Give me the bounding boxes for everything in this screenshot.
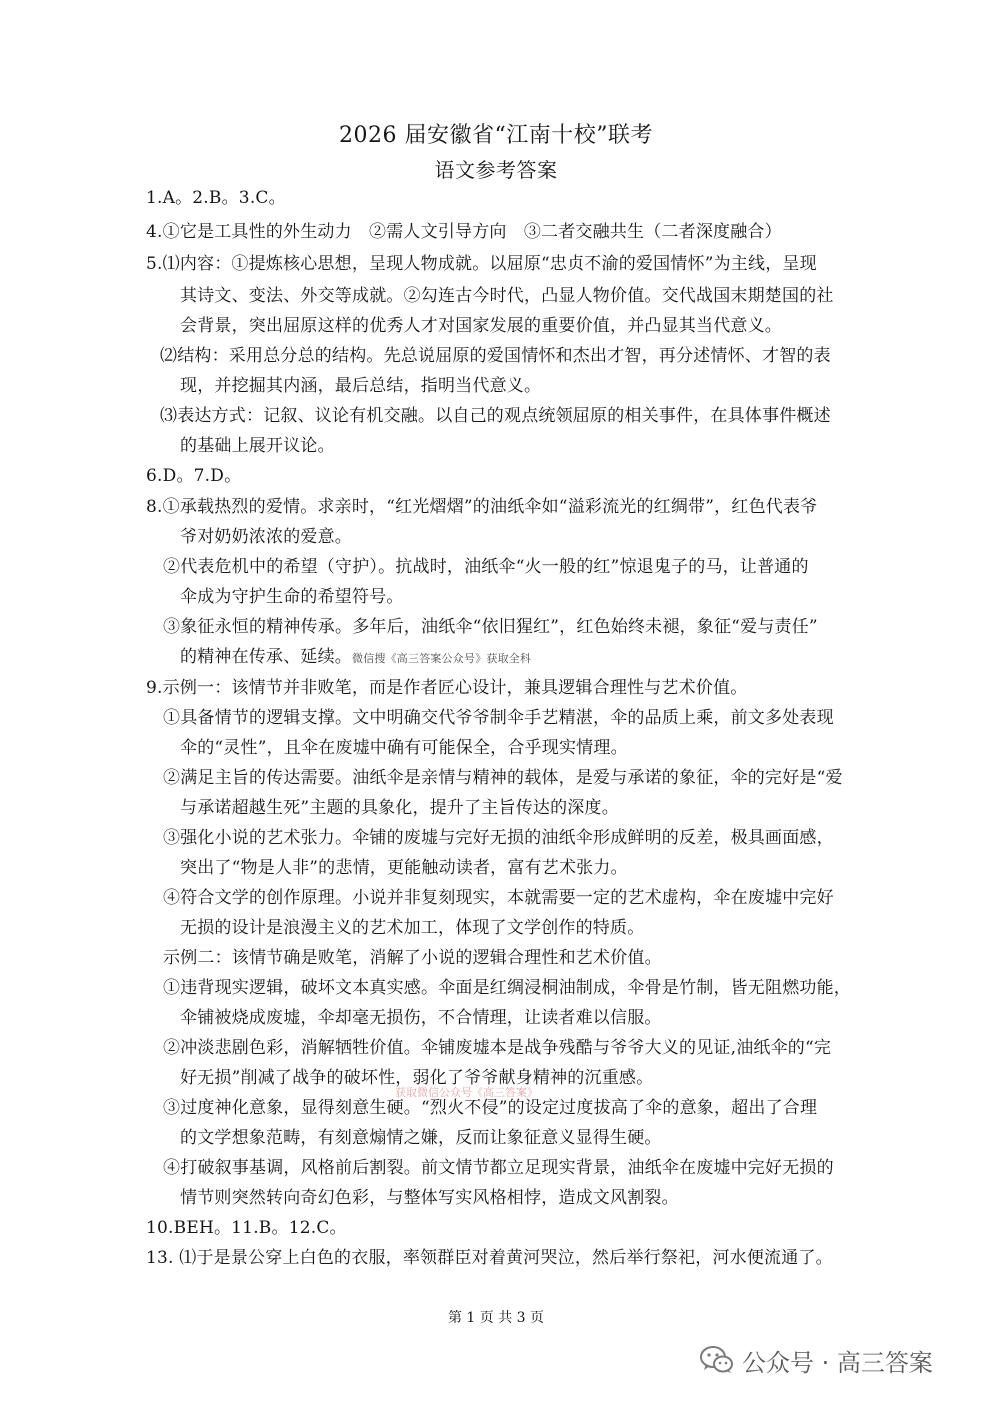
wechat-icon — [700, 1345, 734, 1375]
answer-line: 的文学想象范畴，有刻意煽情之嫌，反而让象征意义显得生硬。 — [180, 1128, 662, 1148]
answer-line: 5.⑴内容：①提炼核心思想，呈现人物成就。以屈原“忠贞不渝的爱国情怀”为主线，呈现 — [146, 254, 817, 274]
answer-line: 伞铺被烧成废墟，伞却毫无损伤，不合情理，让读者难以信服。 — [180, 1008, 662, 1028]
answer-line: 无损的设计是浪漫主义的艺术加工，体现了文学创作的特质。 — [180, 918, 645, 938]
answer-line: 其诗文、变法、外交等成就。②勾连古今时代，凸显人物价值。交代战国末期楚国的社 — [180, 286, 834, 306]
answer-line: 13. ⑴于是景公穿上白色的衣服，率领群臣对着黄河哭泣，然后举行祭祀，河水便流通了。 — [146, 1248, 833, 1268]
answer-line: ②满足主旨的传达需要。油纸伞是亲情与精神的载体，是爱与承诺的象征，伞的完好是“爱 — [163, 768, 843, 788]
answer-line: 伞的“灵性”，且伞在废墟中确有可能保全，合乎现实情理。 — [180, 738, 628, 758]
answer-line: ②代表危机中的希望（守护）。抗战时，油纸伞“火一般的红”惊退鬼子的马，让普通的 — [163, 557, 809, 577]
answer-line: ④符合文学的创作原理。小说并非复刻现实，本就需要一定的艺术虚构，伞在废墟中完好 — [163, 888, 834, 908]
faint-red-watermark: 获取微信公众号《高三答案》 — [395, 1086, 538, 1099]
answer-line: 突出了“物是人非”的悲情，更能触动读者，富有艺术张力。 — [180, 858, 628, 878]
answer-line-text: 的精神在传承、延续。 — [180, 647, 352, 667]
answer-line — [180, 642, 531, 667]
answer-line: ⑵结构：采用总分总的结构。先总说屈原的爱国情怀和杰出才智，再分述情怀、才智的表 — [160, 346, 831, 366]
inline-watermark: 微信搜《高三答案公众号》获取全科 — [352, 652, 532, 665]
answer-line: 现，并挖掘其内涵，最后总结，指明当代意义。 — [180, 376, 542, 396]
answer-line: ⑶表达方式：记叙、议论有机交融。以自己的观点统领屈原的相关事件，在具体事件概述 — [160, 406, 831, 426]
answer-line: 10.BEH。11.B。12.C。 — [146, 1218, 347, 1238]
answer-line: 情节则突然转向奇幻色彩，与整体写实风格相悖，造成文风割裂。 — [180, 1188, 679, 1208]
answer-line: ③过度神化意象，显得刻意生硬。“烈火不侵”的设定过度拔高了伞的意象，超出了合理 — [163, 1098, 818, 1118]
answer-line: 爷对奶奶浓浓的爱意。 — [180, 527, 352, 547]
answer-line: 与承诺超越生死”主题的具象化，提升了主旨传达的深度。 — [180, 798, 619, 818]
answer-line: 4.①它是工具性的外生动力 ②需人文引导方向 ③二者交融共生（二者深度融合） — [146, 222, 782, 242]
wechat-brand-badge — [700, 1340, 933, 1380]
answer-line: ③象征永恒的精神传承。多年后，油纸伞“依旧猩红”，红色始终未褪，象征“爱与责任” — [163, 617, 818, 637]
answer-line: ①违背现实逻辑，破坏文本真实感。伞面是红绸浸桐油制成，伞骨是竹制，皆无阻燃功能， — [163, 978, 851, 998]
answer-line: ①具备情节的逻辑支撑。文中明确交代爷爷制伞手艺精湛，伞的品质上乘，前文多处表现 — [163, 708, 834, 728]
answer-line: 9.示例一：该情节并非败笔，而是作者匠心设计，兼具逻辑合理性与艺术价值。 — [146, 678, 748, 698]
page-footer: 第 1 页 共 3 页 — [447, 1310, 545, 1326]
answer-line: ③强化小说的艺术张力。伞铺的废墟与完好无损的油纸伞形成鲜明的反差，极具画面感， — [163, 828, 834, 848]
answer-line: ②冲淡悲剧色彩，消解牺牲价值。伞铺废墟本是战争残酷与爷爷大义的见证,油纸伞的“完 — [163, 1038, 832, 1058]
answer-line: 1.A。2.B。3.C。 — [146, 188, 286, 208]
wechat-brand-text: 公众号 · 高三答案 — [742, 1348, 933, 1377]
document-title: 2026 届安徽省“江南十校”联考 — [339, 123, 653, 148]
answer-line: 好无损”削减了战争的破坏性，弱化了爷爷献身精神的沉重感。 — [180, 1068, 654, 1088]
answer-line: ④打破叙事基调，风格前后割裂。前文情节都立足现实背景，油纸伞在废墟中完好无损的 — [163, 1158, 834, 1178]
document-subtitle: 语文参考答案 — [434, 158, 558, 182]
answer-line: 6.D。7.D。 — [146, 466, 242, 486]
answer-line: 8.①承载热烈的爱情。求亲时，“红光熠熠”的油纸伞如“溢彩流光的红绸带”，红色代表爷 — [146, 497, 818, 517]
answer-line: 会背景，突出屈原这样的优秀人才对国家发展的重要价值，并凸显其当代意义。 — [180, 316, 782, 336]
answer-line: 伞成为守护生命的希望符号。 — [180, 587, 404, 607]
answer-line: 的基础上展开议论。 — [180, 436, 335, 456]
answer-line: 示例二：该情节确是败笔，消解了小说的逻辑合理性和艺术价值。 — [163, 948, 662, 968]
